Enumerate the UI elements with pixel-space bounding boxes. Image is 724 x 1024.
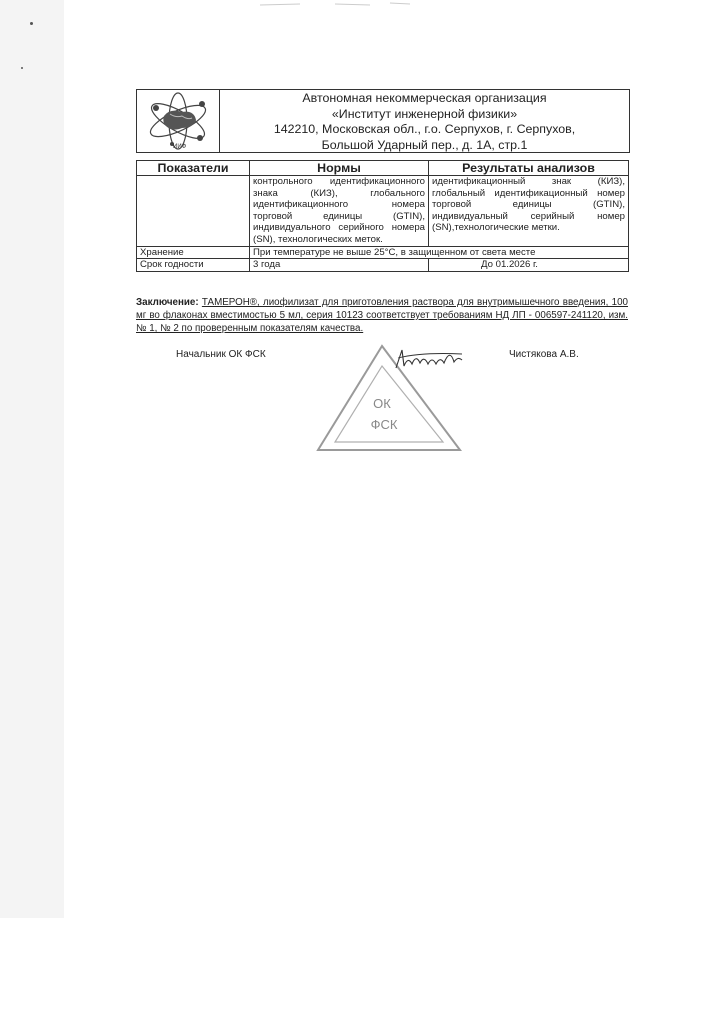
- table-row: [137, 246, 629, 259]
- scan-speck: [21, 67, 23, 69]
- cell-norm: 3 года: [250, 259, 429, 272]
- column-header-indicators: Показатели: [137, 161, 250, 176]
- table-row: [137, 259, 629, 272]
- cell-indicator: Срок годности: [137, 259, 250, 272]
- signatory-name: Чистякова А.В.: [509, 349, 579, 360]
- stamp-text-fsk: ФСК: [370, 417, 398, 432]
- conclusion: [136, 296, 628, 335]
- table-row: [137, 176, 629, 247]
- stamp-text-ok: ОК: [373, 396, 391, 411]
- org-name-line-1: Автономная некоммерческая организация: [302, 91, 547, 105]
- cell-result: идентификационный знак (КИЗ), глобальный идентификационный номер торговой единицы (GTIN), индивидуальный серийный номер (SN),технологические метки.: [429, 176, 629, 247]
- analysis-results-table: [136, 160, 629, 272]
- organization-info: [220, 90, 629, 152]
- institute-logo-icon: [142, 92, 214, 150]
- scan-speck: [30, 22, 33, 25]
- cell-storage-conditions: При температуре не выше 25°С, в защищенном от света месте: [250, 246, 629, 259]
- org-name-line-2: «Институт инженерной физики»: [331, 106, 518, 121]
- triangle-stamp: [318, 346, 460, 450]
- signatory-position: Начальник ОК ФСК: [176, 349, 266, 360]
- table-header-row: [137, 161, 629, 176]
- conclusion-text: ТАМЕРОН®, лиофилизат для приготовления раствора для внутримышечного введения, 100 мг во флаконах вместимостью 5 мл, серия 10123 соответствует требованиям НД ЛП - 006597-241120, изм. № 1, № 2 по проверенным показателям качества.: [136, 297, 628, 334]
- cell-norm: контрольного идентификационного знака (КИЗ), глобального идентификационного номера торговой единицы (GTIN), индивидуального серийного номера (SN), технологических меток.: [250, 176, 429, 247]
- conclusion-label: Заключение:: [136, 297, 199, 308]
- column-header-norms: Нормы: [250, 161, 429, 176]
- org-address-line-2: Большой Ударный пер., д. 1А, стр.1: [321, 137, 528, 152]
- logo-text: ИИФ: [173, 144, 187, 150]
- org-address-line-1: 142210, Московская обл., г.о. Серпухов, г. Серпухов,: [273, 122, 576, 136]
- scan-shadow: [0, 0, 64, 918]
- cell-indicator: Хранение: [137, 246, 250, 259]
- letterhead: [136, 89, 630, 153]
- cell-indicator: [137, 176, 250, 247]
- scan-top-mark: [240, 0, 440, 8]
- cell-result: До 01.2026 г.: [429, 259, 629, 272]
- handwritten-signature: [396, 350, 462, 368]
- column-header-results: Результаты анализов: [429, 161, 629, 176]
- stamp-and-signature: [312, 338, 472, 458]
- logo-cell: [137, 90, 220, 152]
